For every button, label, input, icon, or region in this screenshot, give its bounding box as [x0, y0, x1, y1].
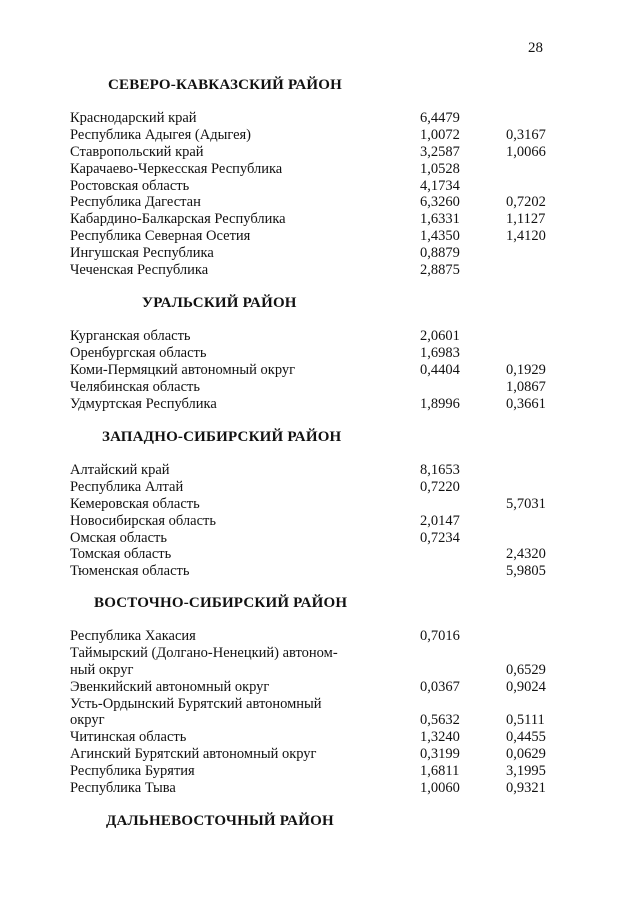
- region-name: Республика Северная Осетия: [70, 228, 251, 245]
- value-col-1: 0,8879: [420, 245, 460, 262]
- section-rows: [70, 328, 570, 412]
- value-col-1: 3,2587: [420, 143, 460, 160]
- value-col-2: 0,0629: [506, 746, 546, 763]
- value-col-2: 0,3661: [506, 395, 546, 412]
- region-name: Эвенкийский автономный округ: [70, 678, 270, 695]
- region-name: Коми-Пермяцкий автономный округ: [70, 361, 296, 378]
- value-col-2: 0,9321: [506, 780, 546, 797]
- section-ural: [70, 292, 570, 412]
- region-name: Алтайский край: [70, 462, 170, 478]
- value-col-2: 1,1127: [506, 211, 546, 228]
- table-row: [70, 746, 570, 763]
- value-col-2: 1,0867: [506, 378, 546, 395]
- section-heading: ВОСТОЧНО-СИБИРСКИЙ РАЙОН: [94, 595, 348, 611]
- region-name: Республика Бурятия: [70, 763, 195, 780]
- region-name: Республика Алтай: [70, 478, 184, 495]
- value-col-1: 1,0528: [420, 160, 460, 177]
- value-col-1: 1,0060: [420, 780, 460, 797]
- value-col-1: 1,3240: [420, 729, 460, 746]
- table-row: [70, 530, 570, 547]
- value-col-2: 0,6529: [506, 661, 546, 678]
- value-col-2: 0,4455: [506, 729, 546, 746]
- value-col-2: 5,7031: [506, 495, 546, 512]
- region-name: Курганская область: [70, 328, 191, 344]
- value-col-2: 0,3167: [506, 126, 546, 143]
- value-col-1: 1,0072: [420, 126, 460, 143]
- region-name: Ставропольский край: [70, 143, 204, 160]
- table-row: [70, 194, 570, 211]
- table-row: [70, 479, 570, 496]
- section-west-siberia: [70, 426, 570, 580]
- table-row: [70, 662, 570, 679]
- value-col-1: 0,7016: [420, 628, 460, 644]
- region-name: Томская область: [70, 546, 172, 563]
- region-name: Тюменская область: [70, 563, 190, 580]
- value-col-1: 2,0601: [420, 328, 460, 344]
- value-col-2: 0,5111: [506, 712, 545, 729]
- table-row: [70, 513, 570, 530]
- table-row: [70, 645, 570, 662]
- region-name: Краснодарский край: [70, 110, 197, 126]
- region-name: Республика Дагестан: [70, 194, 201, 211]
- value-col-1: 6,4479: [420, 110, 460, 126]
- value-col-1: 2,8875: [420, 262, 460, 279]
- table-row: [70, 161, 570, 178]
- table-row: [70, 110, 570, 127]
- table-row: [70, 462, 570, 479]
- region-name: Удмуртская Республика: [70, 395, 217, 412]
- page-number: 28: [528, 40, 543, 56]
- section-rows: [70, 462, 570, 580]
- section-rows: [70, 628, 570, 797]
- table-row: [70, 178, 570, 195]
- region-name: Усть-Ордынский Бурятский автономный: [70, 695, 322, 712]
- table-row: [70, 729, 570, 746]
- region-name: Кабардино-Балкарская Республика: [70, 211, 286, 228]
- table-row: [70, 379, 570, 396]
- value-col-2: 3,1995: [506, 763, 546, 780]
- section-heading: ЗАПАДНО-СИБИРСКИЙ РАЙОН: [102, 429, 342, 445]
- table-row: [70, 696, 570, 713]
- value-col-2: 5,9805: [506, 563, 546, 580]
- section-heading: УРАЛЬСКИЙ РАЙОН: [142, 295, 297, 311]
- value-col-1: 2,0147: [420, 512, 460, 529]
- region-name: Читинская область: [70, 729, 187, 746]
- table-row: [70, 496, 570, 513]
- value-col-2: 2,4320: [506, 546, 546, 563]
- table-row: [70, 396, 570, 413]
- value-col-2: 1,4120: [506, 228, 546, 245]
- table-row: [70, 546, 570, 563]
- region-name: Оренбургская область: [70, 344, 207, 361]
- table-row: [70, 228, 570, 245]
- region-name: Омская область: [70, 529, 167, 546]
- value-col-1: 1,6811: [420, 763, 460, 780]
- value-col-1: 4,1734: [420, 177, 460, 194]
- value-col-2: 1,0066: [506, 143, 546, 160]
- table-row: [70, 563, 570, 580]
- region-name: Республика Адыгея (Адыгея): [70, 126, 252, 143]
- region-name: Агинский Бурятский автономный округ: [70, 746, 317, 763]
- value-col-1: 0,7234: [420, 529, 460, 546]
- value-col-1: 0,4404: [420, 361, 460, 378]
- table-row: [70, 763, 570, 780]
- value-col-2: 0,7202: [506, 194, 546, 211]
- table-row: [70, 144, 570, 161]
- region-name: Республика Хакасия: [70, 628, 196, 644]
- region-name: округ: [70, 712, 105, 729]
- section-north-caucasus: [70, 74, 570, 279]
- value-col-2: 0,1929: [506, 361, 546, 378]
- value-col-1: 0,5632: [420, 712, 460, 729]
- region-name: Кемеровская область: [70, 495, 200, 512]
- section-heading: СЕВЕРО-КАВКАЗСКИЙ РАЙОН: [108, 77, 343, 93]
- table-row: [70, 780, 570, 797]
- value-col-1: 1,4350: [420, 228, 460, 245]
- table-row: [70, 245, 570, 262]
- value-col-1: 6,3260: [420, 194, 460, 211]
- value-col-1: 1,6983: [420, 344, 460, 361]
- value-col-1: 0,3199: [420, 746, 460, 763]
- region-name: Карачаево-Черкесская Республика: [70, 160, 283, 177]
- region-name: ный округ: [70, 661, 134, 678]
- table-row: [70, 712, 570, 729]
- table-row: [70, 679, 570, 696]
- value-col-2: 0,9024: [506, 678, 546, 695]
- value-col-1: 1,6331: [420, 211, 460, 228]
- region-name: Республика Тыва: [70, 780, 176, 797]
- region-name: Ростовская область: [70, 177, 190, 194]
- table-row: [70, 262, 570, 279]
- region-name: Ингушская Республика: [70, 245, 214, 262]
- table-row: [70, 628, 570, 645]
- section-rows: [70, 110, 570, 279]
- section-far-east: [70, 810, 570, 832]
- table-row: [70, 328, 570, 345]
- table-row: [70, 211, 570, 228]
- section-east-siberia: [70, 592, 570, 797]
- region-name: Чеченская Республика: [70, 262, 209, 279]
- table-row: [70, 127, 570, 144]
- region-name: Таймырский (Долгано-Ненецкий) автоном-: [70, 644, 338, 661]
- table-row: [70, 345, 570, 362]
- value-col-1: 1,8996: [420, 395, 460, 412]
- region-name: Челябинская область: [70, 378, 200, 395]
- value-col-1: 0,0367: [420, 678, 460, 695]
- section-heading: ДАЛЬНЕВОСТОЧНЫЙ РАЙОН: [106, 813, 334, 829]
- value-col-1: 8,1653: [420, 462, 460, 478]
- table-row: [70, 362, 570, 379]
- value-col-1: 0,7220: [420, 478, 460, 495]
- region-name: Новосибирская область: [70, 512, 216, 529]
